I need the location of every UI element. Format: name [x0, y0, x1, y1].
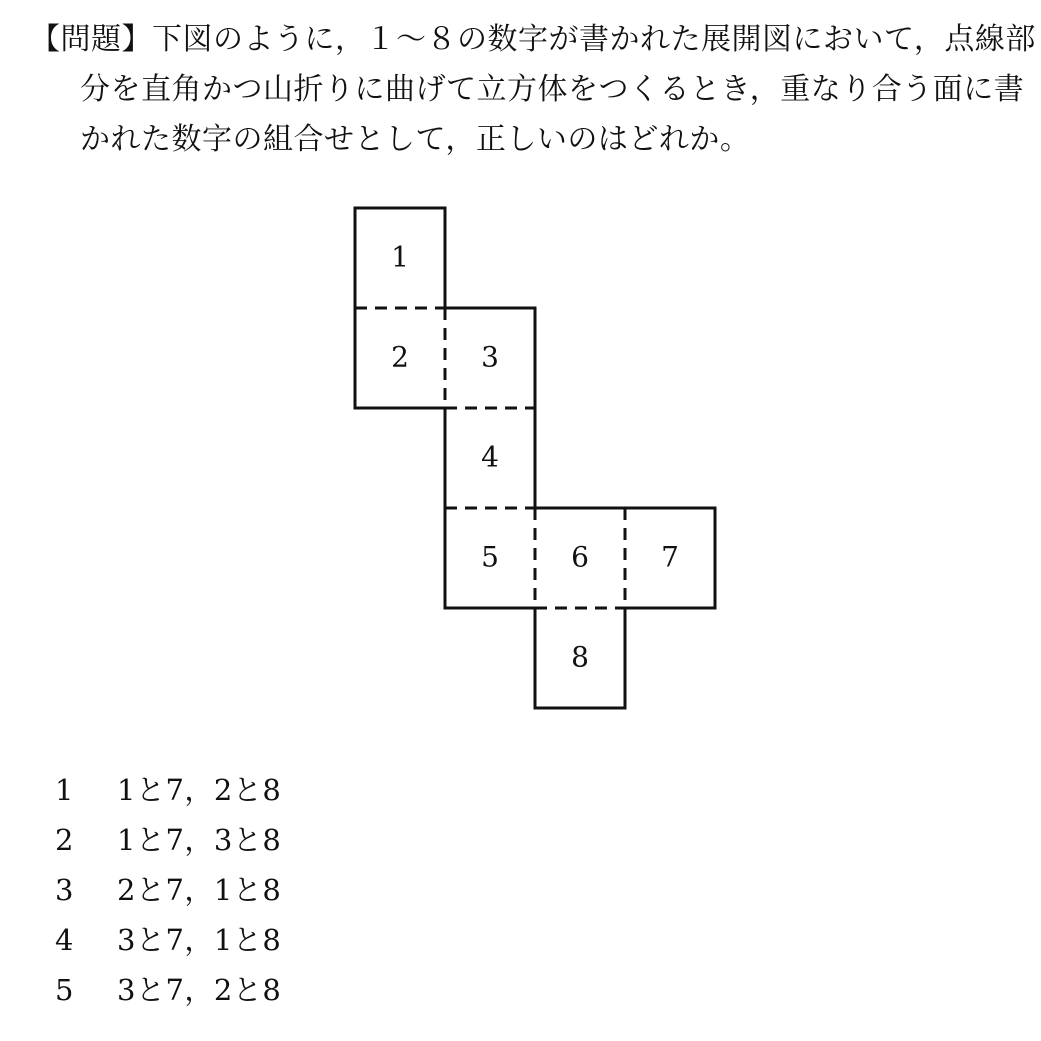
- choice-number: 5: [55, 973, 74, 1007]
- choice-answer: 1と7，3と8: [117, 823, 282, 857]
- choice-number: 1: [55, 773, 74, 807]
- face-label-5: 5: [481, 540, 499, 574]
- question-line-2: 分を直角かつ山折りに曲げて立方体をつくるとき，重なり合う面に書: [80, 72, 1025, 107]
- choice-answer: 1と7，2と8: [117, 773, 282, 807]
- choice-number: 3: [55, 873, 74, 907]
- choice-number: 4: [55, 923, 74, 957]
- choice-number: 2: [55, 823, 74, 857]
- net-outline: [355, 208, 715, 708]
- face-label-4: 4: [481, 440, 499, 474]
- face-label-3: 3: [481, 340, 499, 374]
- face-label-8: 8: [571, 640, 589, 674]
- face-label-2: 2: [391, 340, 409, 374]
- question-line-3: かれた数字の組合せとして，正しいのはどれか。: [80, 122, 751, 157]
- choice-answer: 3と7，2と8: [117, 973, 282, 1007]
- question-line-1: 【問題】下図のように，１～８の数字が書かれた展開図において，点線部: [30, 22, 1036, 57]
- face-label-6: 6: [571, 540, 589, 574]
- face-label-7: 7: [661, 540, 679, 574]
- face-label-1: 1: [391, 240, 409, 274]
- choice-answer: 2と7，1と8: [117, 873, 282, 907]
- choice-answer: 3と7，1と8: [117, 923, 282, 957]
